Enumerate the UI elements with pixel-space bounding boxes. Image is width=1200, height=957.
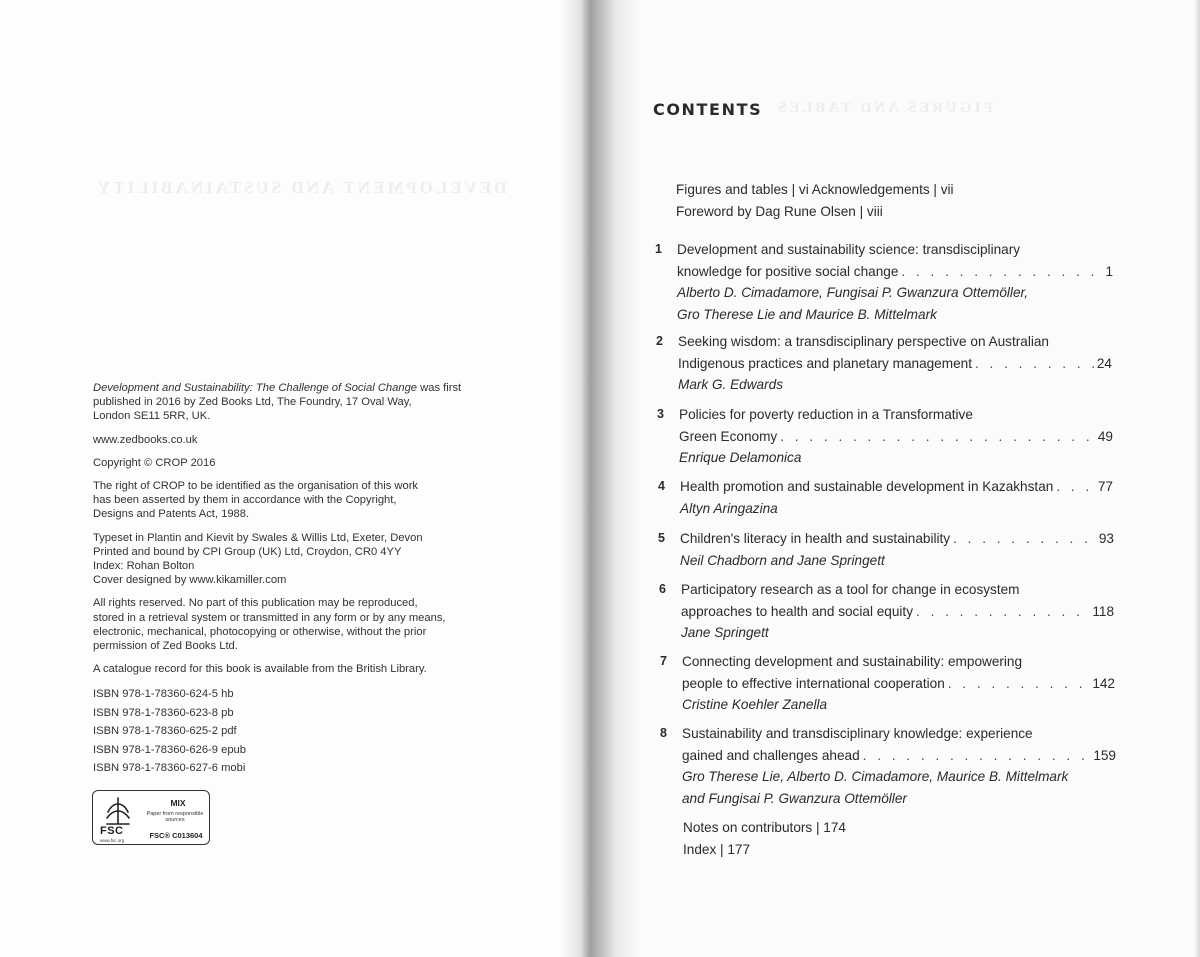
leader-dots bbox=[948, 673, 1090, 695]
front-matter bbox=[676, 179, 954, 222]
isbn-line: ISBN 978-1-78360-623-8 pb bbox=[93, 706, 234, 719]
back-matter-line: Index | 177 bbox=[683, 841, 751, 857]
leader-dots bbox=[780, 426, 1095, 448]
leader-dots bbox=[1056, 476, 1095, 498]
chapter-title-text: Children's literacy in health and sustainability bbox=[680, 531, 951, 546]
chapter-title-text: gained and challenges ahead bbox=[682, 747, 860, 763]
bleed-through-text: DEVELOPMENT AND SUSTAINABILITY bbox=[95, 178, 507, 197]
chapter-authors: Gro Therese Lie and Maurice B. Mittelmark bbox=[677, 306, 937, 322]
chapter-number: 7 bbox=[660, 654, 667, 668]
chapter-title-last-line bbox=[682, 745, 1116, 767]
book-title: Development and Sustainability: The Challenge of Social Change bbox=[93, 382, 418, 394]
page-edge bbox=[1194, 0, 1200, 957]
chapter-page: 77 bbox=[1097, 479, 1113, 494]
chapter-number: 1 bbox=[655, 242, 662, 256]
chapter-authors: and Fungisai P. Gwanzura Ottemöller bbox=[682, 790, 907, 806]
chapter-title-line: Connecting development and sustainability: empowering bbox=[682, 654, 1023, 669]
chapter-page: 142 bbox=[1092, 675, 1115, 691]
chapter-page: 118 bbox=[1092, 603, 1114, 619]
front-matter-line: Foreword by Dag Rune Olsen | viii bbox=[676, 203, 883, 219]
contents-heading: CONTENTS bbox=[653, 100, 763, 119]
catalogue-record: A catalogue record for this book is available from the British Library. bbox=[93, 663, 427, 676]
chapter-page: 93 bbox=[1098, 531, 1114, 546]
imprint-block bbox=[93, 381, 473, 778]
chapter-authors: Neil Chadborn and Jane Springett bbox=[680, 552, 885, 568]
chapter-number: 5 bbox=[658, 531, 665, 545]
chapter-authors: Alberto D. Cimadamore, Fungisai P. Gwanzura Ottemöller, bbox=[677, 285, 1029, 300]
chapter-authors: Gro Therese Lie, Alberto D. Cimadamore, Maurice B. Mittelmark bbox=[682, 769, 1069, 784]
front-matter-line: Figures and tables | vi Acknowledgements | vii bbox=[676, 182, 954, 197]
chapter-title-last-line bbox=[681, 601, 1114, 623]
chapter-title-text: Indigenous practices and planetary management bbox=[678, 355, 972, 371]
chapter-entry[interactable] bbox=[657, 404, 1113, 469]
leader-dots bbox=[916, 601, 1089, 623]
chapter-title-text: knowledge for positive social change bbox=[677, 263, 899, 279]
chapter-number: 8 bbox=[660, 726, 667, 740]
chapter-title-line: Sustainability and transdisciplinary knowledge: experience bbox=[682, 726, 1033, 741]
chapter-page: 1 bbox=[1105, 263, 1113, 279]
chapter-number: 3 bbox=[657, 407, 664, 421]
imprint-page bbox=[0, 0, 585, 957]
chapter-title-text: approaches to health and social equity bbox=[681, 603, 914, 619]
chapter-number: 2 bbox=[656, 334, 663, 348]
fsc-label: FSC bbox=[100, 825, 124, 837]
bleed-through-text: FIGURES AND TABLES bbox=[775, 100, 993, 116]
copyright-line: Copyright © CROP 2016 bbox=[93, 456, 216, 469]
chapter-page: 49 bbox=[1097, 428, 1113, 444]
chapter-title-last-line bbox=[680, 476, 1113, 498]
book-gutter bbox=[560, 0, 640, 957]
rights-statement: The right of CROP to be identified as the organisation of this work has been asserted by them in accordance with the Copyright, Designs and Patents Act, 1988. bbox=[93, 480, 419, 521]
chapter-authors: Cristine Koehler Zanella bbox=[682, 697, 828, 712]
chapter-entry[interactable] bbox=[660, 723, 1116, 809]
fsc-code: FSC® C013604 bbox=[149, 831, 203, 840]
production-credits: Typeset in Plantin and Kievit by Swales & Willis Ltd, Exeter, Devon Printed and bound by CPI Group (UK) Ltd, Croydon, CR0 4YY Index: Rohan Bolton Cover designed by www.kikamiller.com bbox=[93, 531, 423, 587]
back-matter-line: Notes on contributors | 174 bbox=[683, 820, 846, 835]
chapter-title-line: Participatory research as a tool for change in ecosystem bbox=[681, 582, 1020, 597]
chapter-title-line: Seeking wisdom: a transdisciplinary perspective on Australian bbox=[678, 334, 1049, 349]
leader-dots bbox=[863, 745, 1091, 767]
chapter-entry[interactable] bbox=[659, 579, 1114, 644]
back-matter bbox=[683, 817, 846, 860]
chapter-page: 159 bbox=[1093, 747, 1116, 763]
isbn-line: ISBN 978-1-78360-627-6 mobi bbox=[93, 762, 246, 775]
isbn-line: ISBN 978-1-78360-624-5 hb bbox=[93, 688, 234, 701]
chapter-number: 4 bbox=[658, 479, 665, 493]
fsc-description: Paper from responsible sources bbox=[146, 811, 204, 824]
chapter-title-line: Development and sustainability science: transdisciplinary bbox=[677, 242, 1021, 257]
chapter-entry[interactable] bbox=[655, 239, 1113, 325]
chapter-page: 24 bbox=[1096, 355, 1112, 371]
chapter-authors: Mark G. Edwards bbox=[678, 377, 783, 392]
publication-statement: Development and Sustainability: The Challenge of Social Change was first published in 2016 by Zed Books Ltd, The Foundry, 17 Oval Way, London SE11 5RR, UK. bbox=[93, 382, 462, 423]
isbn-line: ISBN 978-1-78360-626-9 epub bbox=[93, 743, 247, 756]
chapter-authors: Enrique Delamonica bbox=[679, 450, 802, 465]
chapter-entry[interactable] bbox=[658, 528, 1114, 571]
chapter-title-text: Green Economy bbox=[679, 428, 778, 444]
isbn-line: ISBN 978-1-78360-625-2 pdf bbox=[93, 725, 237, 738]
chapter-entry[interactable] bbox=[658, 476, 1113, 519]
fsc-tree-icon bbox=[103, 796, 133, 826]
leader-dots bbox=[975, 353, 1094, 375]
fsc-url: www.fsc.org bbox=[100, 838, 125, 843]
chapter-authors: Altyn Aringazina bbox=[680, 500, 778, 516]
chapter-title-last-line bbox=[680, 528, 1114, 550]
chapter-title-text: Health promotion and sustainable development in Kazakhstan bbox=[680, 479, 1054, 494]
chapter-title-last-line bbox=[679, 426, 1113, 448]
leader-dots bbox=[901, 261, 1102, 283]
fsc-logo bbox=[92, 790, 210, 845]
chapter-title-last-line bbox=[678, 353, 1112, 375]
chapter-entry[interactable] bbox=[660, 651, 1115, 716]
chapter-title-last-line bbox=[682, 673, 1115, 695]
chapter-number: 6 bbox=[659, 582, 666, 596]
chapter-title-last-line bbox=[677, 261, 1113, 283]
reserved-statement: All rights reserved. No part of this publication may be reproduced, stored in a retrieval system or transmitted in any form or by any means, electronic, mechanical, photocopying or otherwise, without the prior permission of Zed Books Ltd. bbox=[93, 597, 446, 653]
chapter-entry[interactable] bbox=[656, 331, 1112, 396]
chapter-title-line: Policies for poverty reduction in a Transformative bbox=[679, 407, 973, 422]
chapter-title-text: people to effective international cooperation bbox=[682, 675, 945, 691]
isbn-list bbox=[93, 685, 473, 778]
chapter-authors: Jane Springett bbox=[681, 625, 769, 640]
leader-dots bbox=[953, 528, 1096, 550]
publisher-website: www.zedbooks.co.uk bbox=[93, 433, 198, 446]
fsc-mix: MIX bbox=[170, 798, 186, 808]
